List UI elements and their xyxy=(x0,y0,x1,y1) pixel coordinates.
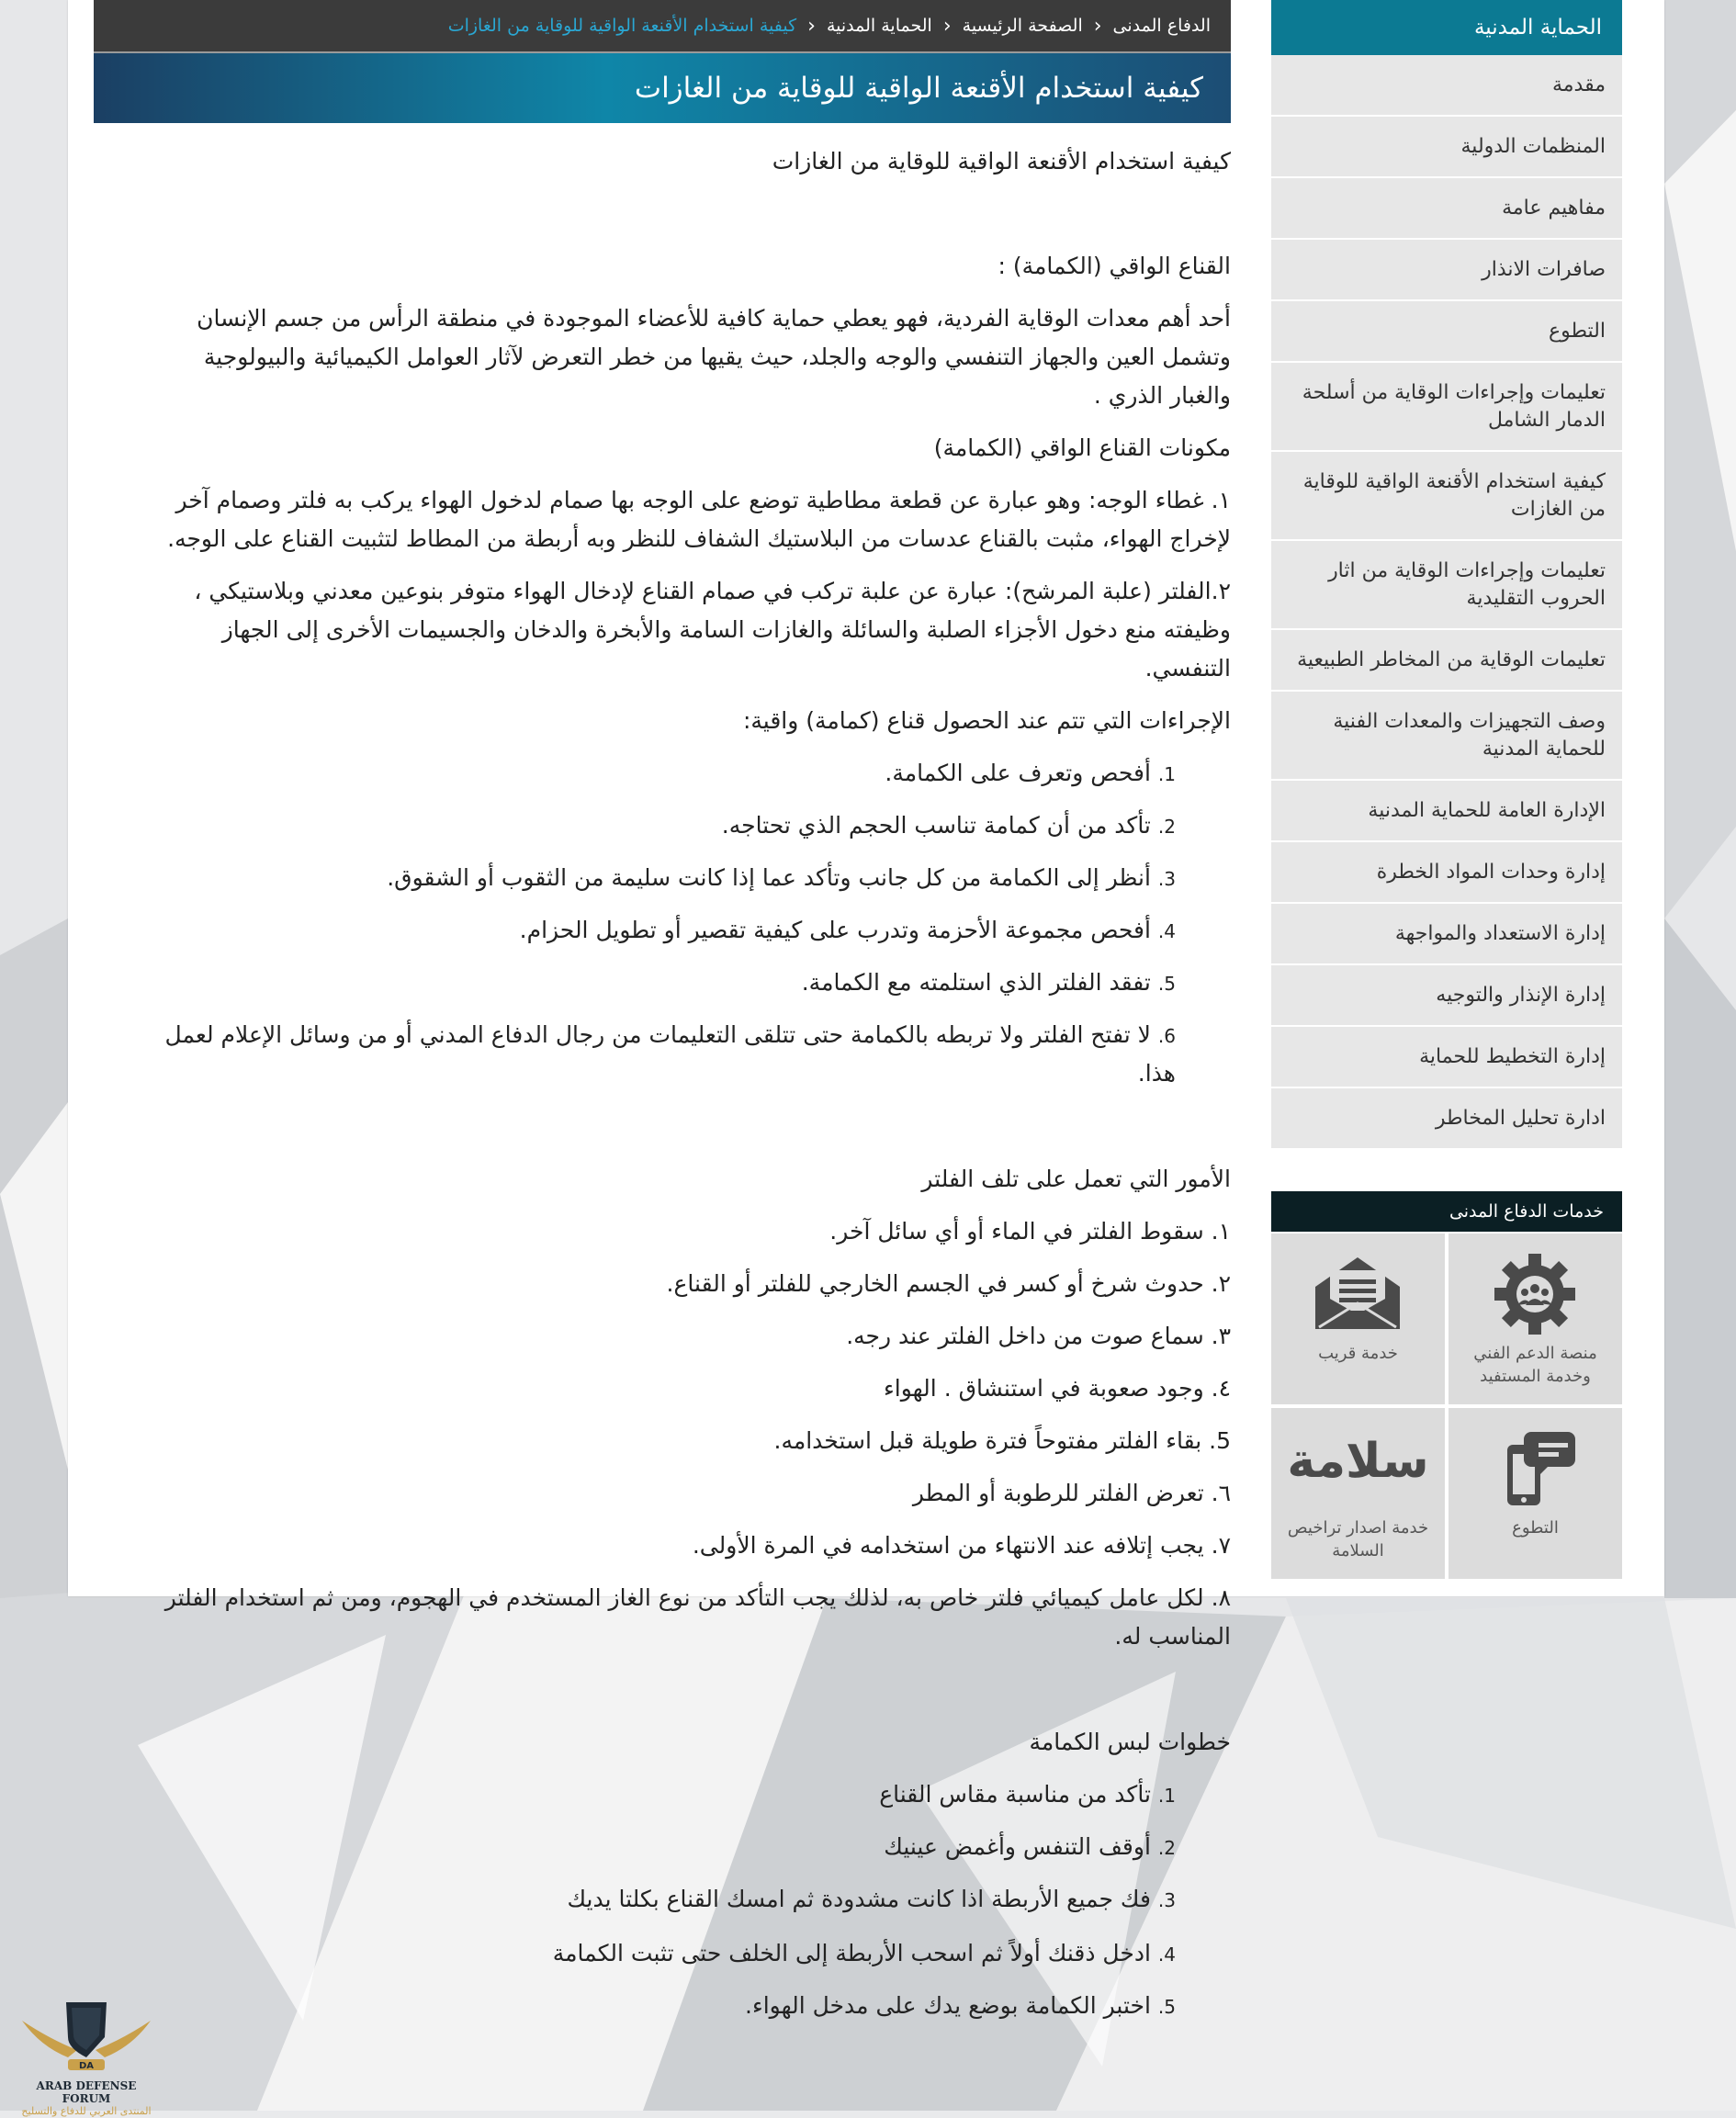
sidebar-item[interactable]: إدارة الاستعداد والمواجهة xyxy=(1271,904,1622,965)
sidebar-item[interactable]: إدارة وحدات المواد الخطرة xyxy=(1271,842,1622,904)
breadcrumb-item-main[interactable]: الصفحة الرئيسية xyxy=(962,16,1083,36)
wear-heading: خطوات لبس الكمامة xyxy=(1029,1729,1231,1755)
mask-desc-line: والغبار الذري . xyxy=(1093,382,1231,409)
service-qareeb[interactable] xyxy=(1271,1234,1445,1404)
sidebar-item[interactable]: وصف التجهيزات والمعدات الفنية للحماية المدنية xyxy=(1271,692,1622,781)
component-line: التنفسي. xyxy=(1144,655,1231,682)
damage-item: ٧. يجب إتلافه عند الانتهاء من استخدامه في المرة الأولى. xyxy=(692,1532,1231,1559)
damage-item: ٤. وجود صعوبة في استنشاق . الهواء xyxy=(884,1375,1231,1402)
breadcrumb-item-civil[interactable]: الحماية المدنية xyxy=(826,16,932,36)
component-line: وظيفته منع دخول الأجزاء الصلبة والسائلة والغازات السامة والأبخرة والدخان والجسيمات الأخرى إلى الجهاز xyxy=(221,616,1231,643)
service-label: التطوع xyxy=(1512,1518,1559,1538)
component-line: ٢.الفلتر (علبة المرشح): عبارة عن علبة تركب في صمام القناع لإدخال الهواء متوفر بنوعين معدني وبلاستيكي ، xyxy=(194,578,1231,604)
sidebar-item[interactable]: ادارة تحليل المخاطر xyxy=(1271,1088,1622,1150)
main-content xyxy=(94,0,1231,2019)
breadcrumb-item-home[interactable]: الدفاع المدنى xyxy=(1112,16,1211,36)
sidebar-item[interactable]: صافرات الانذار xyxy=(1271,240,1622,301)
sidebar-item[interactable]: كيفية استخدام الأقنعة الواقية للوقاية من الغازات xyxy=(1271,452,1622,541)
damage-item: ٣. سماع صوت من داخل الفلتر عند رجه. xyxy=(846,1323,1231,1349)
list-item: 5.تفقد الفلتر الذي استلمته مع الكمامة. xyxy=(801,969,1176,996)
list-item: 1.أفحص وتعرف على الكمامة. xyxy=(885,760,1176,786)
component-line: ١. غطاء الوجه: وهو عبارة عن قطعة مطاطية توضع على الوجه بها صمام لدخول الهواء يركب به فلتر وصمام آخر xyxy=(175,487,1231,513)
damage-item: ٨. لكل عامل كيميائي فلتر خاص به، لذلك يجب التأكد من نوع الغاز المستخدم في الهجوم، ومن ثم استخدام الفلتر xyxy=(164,1584,1231,1611)
forum-logo xyxy=(13,1993,160,2117)
sidebar-nav xyxy=(1271,0,1622,1150)
eagle-shield-icon xyxy=(13,1993,160,2076)
sidebar-item[interactable]: المنظمات الدولية xyxy=(1271,117,1622,178)
list-item: 2.تأكد من أن كمامة تناسب الحجم الذي تحتاجه. xyxy=(721,812,1176,839)
service-salama[interactable] xyxy=(1271,1408,1445,1579)
service-support[interactable] xyxy=(1449,1234,1622,1404)
breadcrumb-current[interactable]: كيفية استخدام الأقنعة الواقية للوقاية من الغازات xyxy=(447,16,797,36)
service-label: خدمة قريب xyxy=(1318,1344,1398,1363)
gear-people-icon xyxy=(1491,1250,1579,1338)
sidebar-item[interactable]: التطوع xyxy=(1271,301,1622,363)
chevron-left-icon: ‹ xyxy=(1093,14,1102,38)
sidebar-item[interactable]: تعليمات وإجراءات الوقاية من أسلحة الدمار الشامل xyxy=(1271,363,1622,452)
page-title: كيفية استخدام الأقنعة الواقية للوقاية من الغازات xyxy=(634,72,1203,105)
mask-desc-line: وتشمل العين والجهاز التنفسي والوجه والجلد، حيث يقيها من خطر التعرض لآثار العوامل الكيميائية والبيولوجية xyxy=(203,344,1231,370)
components-heading: مكونات القناع الواقي (الكمامة) xyxy=(933,434,1231,461)
damage-item: ٦. تعرض الفلتر للرطوبة أو المطر xyxy=(912,1480,1231,1506)
chevron-left-icon: ‹ xyxy=(807,14,816,38)
list-item: 4.ادخل ذقنك أولاً ثم اسحب الأربطة إلى الخلف حتى تثبت الكمامة xyxy=(552,1940,1176,1966)
sidebar-item[interactable]: مفاهيم عامة xyxy=(1271,178,1622,240)
list-item: 1.تأكد من مناسبة مقاس القناع xyxy=(879,1781,1176,1808)
list-item: 6.لا تفتح الفلتر ولا تربطه بالكمامة حتى تتلقى التعليمات من رجال الدفاع المدني أو من وسائل الإعلام لعمل xyxy=(164,1021,1176,1048)
breadcrumb xyxy=(94,0,1231,53)
phone-chat-icon xyxy=(1491,1425,1579,1513)
intro-title: كيفية استخدام الأقنعة الواقية للوقاية من الغازات xyxy=(772,148,1231,175)
logo-text-en: ARAB DEFENSE FORUM xyxy=(36,2079,137,2105)
envelope-icon xyxy=(1310,1252,1405,1335)
page-title-bar xyxy=(94,53,1231,123)
list-item: 3.فك جميع الأربطة اذا كانت مشدودة ثم امسك القناع بكلتا يديك xyxy=(567,1886,1176,1912)
mask-heading: القناع الواقي (الكمامة) : xyxy=(998,253,1231,279)
damage-item: 5. بقاء الفلتر مفتوحاً فترة طويلة قبل استخدامه. xyxy=(773,1427,1231,1454)
list-item: 2.أوقف التنفس وأغمض عينيك xyxy=(884,1833,1176,1860)
damage-item: ١. سقوط الفلتر في الماء أو أي سائل آخر. xyxy=(829,1218,1231,1245)
sidebar-item[interactable]: إدارة الإنذار والتوجيه xyxy=(1271,965,1622,1027)
chevron-left-icon: ‹ xyxy=(942,14,952,38)
logo-mark: DA xyxy=(78,2061,95,2071)
sidebar-item[interactable]: مقدمة xyxy=(1271,55,1622,117)
service-volunteer[interactable] xyxy=(1449,1408,1622,1579)
services-grid xyxy=(1271,1234,1622,1579)
damage-item-continuation: المناسب له. xyxy=(1114,1623,1231,1650)
damage-heading: الأمور التي تعمل على تلف الفلتر xyxy=(921,1166,1231,1192)
component-line: لإخراج الهواء، مثبت بالقناع عدسات من البلاستيك الشفاف للنظر وبه أربطة من المطاط لتثبيت القناع على الوجه. xyxy=(167,525,1231,552)
logo-text-ar: المنتدى العربي للدفاع والتسليح xyxy=(21,2105,152,2117)
mask-desc-line: أحد أهم معدات الوقاية الفردية، فهو يعطي حماية كافية للأعضاء الموجودة في منطقة الرأس من جسم الإنسان xyxy=(197,305,1231,332)
service-label: منصة الدعم الفني وخدمة المستفيد xyxy=(1473,1344,1597,1386)
list-item: 4.أفحص مجموعة الأحزمة وتدرب على كيفية تقصير أو تطويل الحزام. xyxy=(519,917,1176,943)
damage-item: ٢. حدوث شرخ أو كسر في الجسم الخارجي للفلتر أو القناع. xyxy=(666,1270,1231,1297)
sidebar-item[interactable]: إدارة التخطيط للحماية xyxy=(1271,1027,1622,1088)
list-item: 3.أنظر إلى الكمامة من كل جانب وتأكد عما إذا كانت سليمة من الثقوب أو الشقوق. xyxy=(387,864,1176,891)
service-label: خدمة اصدار تراخيص السلامة xyxy=(1287,1518,1429,1560)
sidebar-item[interactable]: تعليمات الوقاية من المخاطر الطبيعية xyxy=(1271,630,1622,692)
services-heading: خدمات الدفاع المدنى xyxy=(1271,1191,1622,1232)
list-item-continuation: هذا. xyxy=(1137,1060,1176,1087)
sidebar-item[interactable]: تعليمات وإجراءات الوقاية من اثار الحروب التقليدية xyxy=(1271,541,1622,630)
salama-logo: سلامة xyxy=(1287,1434,1429,1489)
sidebar-item[interactable]: الإدارة العامة للحماية المدنية xyxy=(1271,781,1622,842)
list-item: 5.اختبر الكمامة بوضع يدك على مدخل الهواء. xyxy=(745,1992,1176,2019)
procedures-heading: الإجراءات التي تتم عند الحصول قناع (كمامة) واقية: xyxy=(742,707,1231,734)
sidebar-heading[interactable]: الحماية المدنية xyxy=(1271,0,1622,55)
